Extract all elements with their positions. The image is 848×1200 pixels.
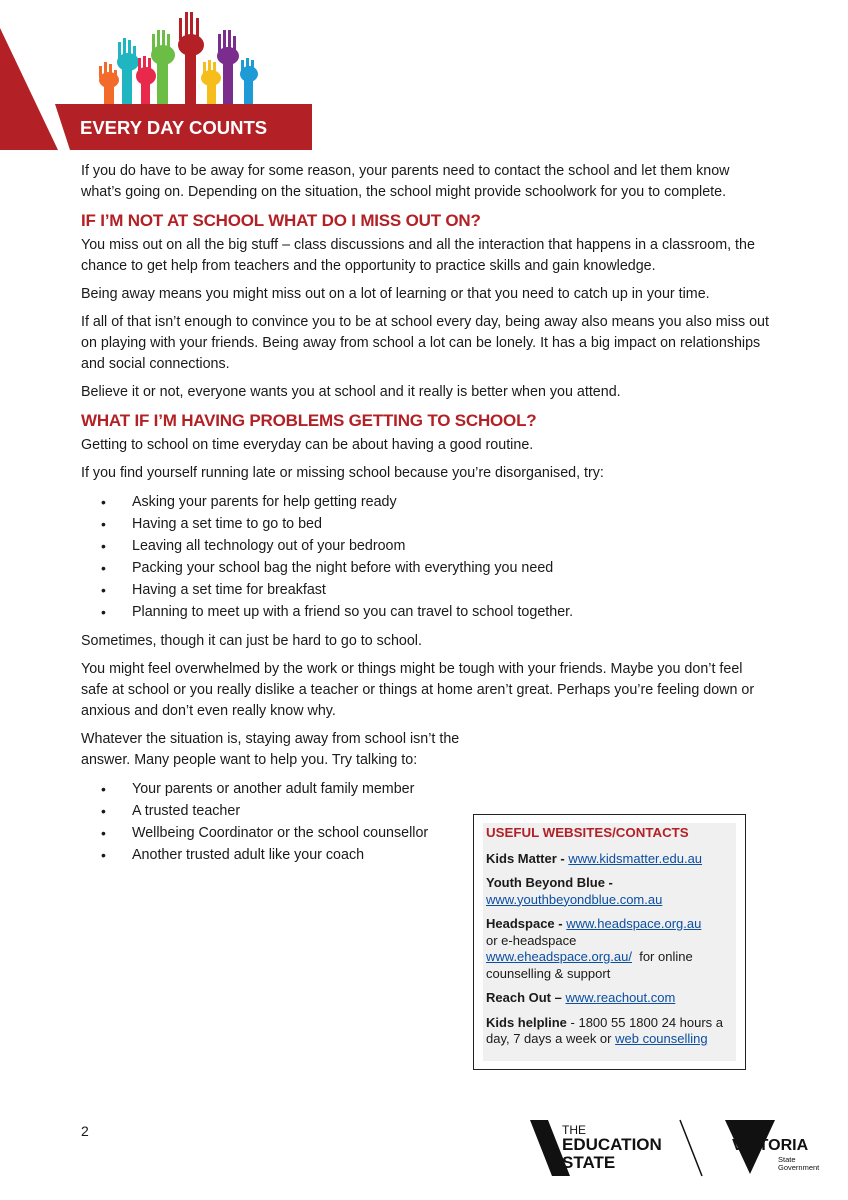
contact-name: Kids Matter — [486, 850, 557, 866]
contact-reach-out — [486, 990, 732, 1007]
logo-text-victoria: VICTORIA — [732, 1137, 809, 1154]
eheadspace-link[interactable]: www.eheadspace.org.au/ — [486, 949, 632, 964]
paragraph: Getting to school on time everyday can be about having a good routine. — [81, 437, 534, 453]
intro-paragraph: If you do have to be away for some reason, your parents need to contact the school and let them know what’s going on. Depending on the situation, the school might provide schoolwork for you to complete. — [81, 163, 730, 200]
people-list — [81, 778, 461, 866]
web-counselling-link[interactable]: web counselling — [615, 1031, 708, 1046]
logo-text-state: STATE — [562, 1153, 616, 1172]
paragraph: If you find yourself running late or missing school because you’re disorganised, try: — [81, 465, 604, 481]
list-item: • Planning to meet up with a friend so you can travel to school together. — [81, 601, 771, 623]
paragraph: You might feel overwhelmed by the work or things might be tough with your friends. Maybe you don’t feel safe at school or you really dislike a teacher or things at home aren’t great. Perhaps you’re feeling down or anxious and don’t even really know why. — [81, 661, 755, 719]
list-item: • Asking your parents for help getting ready — [81, 491, 771, 513]
headspace-link[interactable]: www.headspace.org.au — [566, 916, 702, 931]
paragraph: You miss out on all the big stuff – class discussions and all the interaction that happens in a classroom, the chance to get help from teachers and the opportunity to practice skills and gain knowledge. — [81, 237, 755, 274]
hand-red — [178, 12, 204, 104]
hand-teal — [117, 38, 139, 104]
hand-purple — [217, 30, 239, 104]
contact-name: Headspace — [486, 916, 555, 931]
list-item: • A trusted teacher — [81, 800, 461, 822]
logo-text-state-sub: State — [778, 1155, 796, 1164]
list-item: • Leaving all technology out of your bedroom — [81, 535, 771, 557]
hand-orange — [99, 62, 119, 104]
contact-headspace — [486, 916, 732, 982]
contacts-title: USEFUL WEBSITES/CONTACTS — [486, 825, 689, 840]
contacts-box — [473, 814, 746, 1070]
logo-text-the: THE — [562, 1123, 586, 1137]
section-heading-miss-out: IF I’M NOT AT SCHOOL WHAT DO I MISS OUT ON? — [81, 211, 481, 230]
logo-text: EVERY DAY COUNTS — [80, 117, 268, 138]
paragraph: Whatever the situation is, staying away from school isn’t the answer. Many people want to help you. Try talking to: — [81, 731, 460, 768]
paragraph: If all of that isn’t enough to convince you to be at school every day, being away also means you also miss out on playing with your friends. Being away from school a lot can be lonely. It has a big impact on relationships and social connections. — [81, 314, 769, 372]
list-item: • Your parents or another adult family member — [81, 778, 461, 800]
page-number: 2 — [81, 1123, 89, 1139]
tips-list — [81, 491, 771, 623]
hand-yellow — [201, 60, 221, 104]
hand-green — [151, 30, 175, 104]
kids-matter-link[interactable]: www.kidsmatter.edu.au — [568, 850, 703, 866]
contact-kids-helpline — [486, 1015, 732, 1048]
separator: - — [554, 916, 567, 931]
hand-pink — [136, 56, 156, 104]
logo-text-education: EDUCATION — [562, 1135, 662, 1154]
main-content — [81, 161, 771, 874]
contact-name: Youth Beyond Blue — [486, 875, 605, 890]
separator: - — [604, 875, 613, 890]
contact-text: or e-headspace — [486, 932, 577, 948]
youth-beyond-blue-link[interactable]: www.youthbeyondblue.com.au — [486, 891, 663, 907]
every-day-counts-logo — [0, 0, 330, 160]
paragraph: Being away means you might miss out on a lot of learning or that you need to catch up in your time. — [81, 286, 710, 302]
list-item: • Wellbeing Coordinator or the school counsellor — [81, 822, 461, 844]
list-item: • Having a set time to go to bed — [81, 513, 771, 535]
hand-blue — [240, 58, 258, 104]
separator: – — [551, 990, 566, 1005]
education-state-logo — [530, 1120, 702, 1176]
contact-text: for online counselling & support — [486, 949, 697, 981]
contact-kids-matter — [486, 851, 732, 868]
contact-youth-beyond-blue — [486, 875, 732, 908]
divider-line — [680, 1120, 702, 1176]
list-item: • Having a set time for breakfast — [81, 579, 771, 601]
footer-logos — [528, 1116, 828, 1180]
red-diagonal-band — [0, 28, 58, 150]
contact-text: - 1800 55 1800 24 hours a day, 7 days a week or — [486, 1014, 724, 1046]
contact-name: Reach Out — [486, 990, 552, 1005]
separator: - — [556, 850, 569, 866]
logo-text-government: Government — [778, 1163, 820, 1172]
section-heading-problems: WHAT IF I’M HAVING PROBLEMS GETTING TO SCHOOL? — [81, 411, 537, 430]
help-column — [81, 729, 461, 866]
list-item: • Another trusted adult like your coach — [81, 844, 461, 866]
list-item: • Packing your school bag the night before with everything you need — [81, 557, 771, 579]
contacts-inner — [483, 823, 736, 1061]
paragraph: Sometimes, though it can just be hard to go to school. — [81, 633, 422, 649]
victoria-logo — [725, 1120, 820, 1174]
reach-out-link[interactable]: www.reachout.com — [565, 990, 676, 1005]
paragraph: Believe it or not, everyone wants you at school and it really is better when you attend. — [81, 384, 621, 400]
contact-name: Kids helpline — [486, 1014, 567, 1030]
raised-hands-icon — [99, 12, 258, 104]
